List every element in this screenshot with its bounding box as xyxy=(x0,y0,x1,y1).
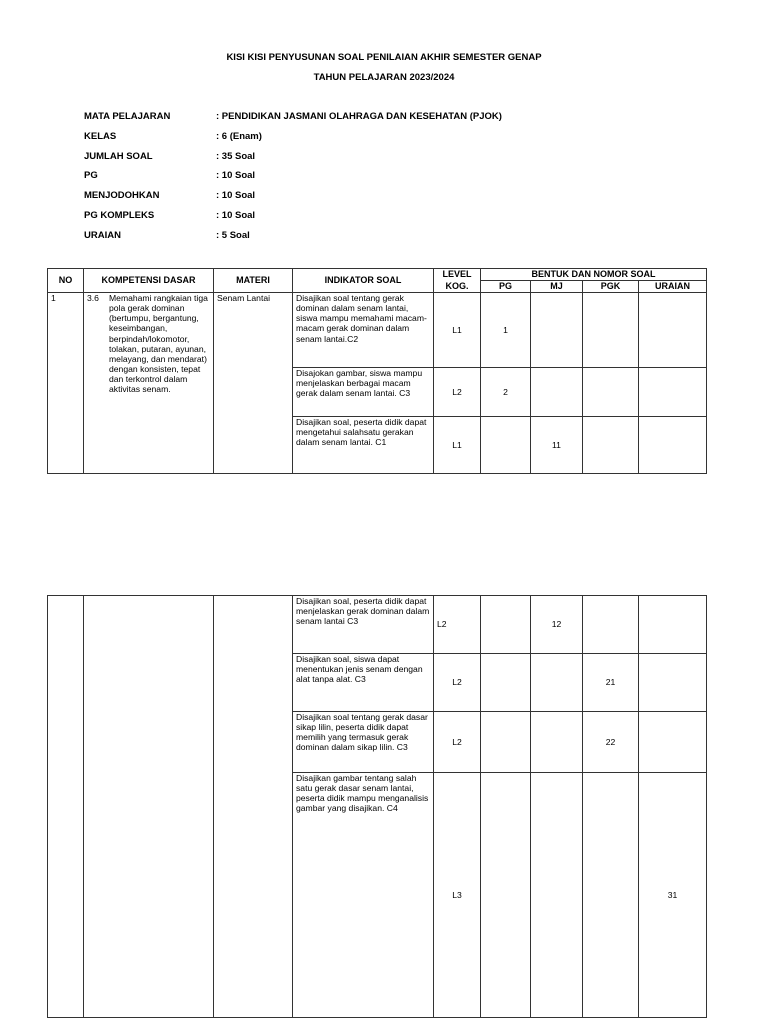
info-row-uraian xyxy=(84,230,250,241)
kd-text: Memahami rangkaian tiga pola gerak dominan (bertumpu, bergantung, keseimbangan, berpindah/lokomotor, tolakan, putaran, ayunan, melayang, dan mendarat) dengan konsisten, tepat dan terkontrol dalam aktivitas senam. xyxy=(109,293,208,395)
cell-level: L2 xyxy=(434,368,481,417)
cell-uraian xyxy=(639,417,707,474)
cell-pgk xyxy=(583,293,639,368)
header-mj: MJ xyxy=(531,281,583,293)
cell-pgk xyxy=(583,773,639,1018)
info-row-jumlah-soal xyxy=(84,151,255,162)
cell-indikator: Disajikan soal tentang gerak dominan dalam senam lantai, siswa mampu memahami macam-macam gerak dominan dalam senam lantai.C2 xyxy=(293,293,434,368)
info-label: PG KOMPLEKS xyxy=(84,210,155,221)
cell-no: 1 xyxy=(48,293,84,474)
table-row xyxy=(48,293,707,368)
cell-indikator: Disajikan gambar tentang salah satu gerak dasar senam lantai, peserta didik mampu menganalisis gambar yang disajikan. C4 xyxy=(293,773,434,1018)
cell-uraian xyxy=(639,368,707,417)
info-row-menjodohkan xyxy=(84,190,255,201)
cell-mj xyxy=(531,712,583,773)
cell-pgk: 21 xyxy=(583,654,639,712)
info-value: : 10 Soal xyxy=(216,170,256,181)
kd-content xyxy=(87,293,210,394)
info-value: : PENDIDIKAN JASMANI OLAHRAGA DAN KESEHATAN (PJOK) xyxy=(216,111,502,122)
cell-level: L1 xyxy=(434,293,481,368)
cell-pgk xyxy=(583,417,639,474)
cell-mj xyxy=(531,773,583,1018)
cell-pg xyxy=(481,417,531,474)
info-value: : 5 Soal xyxy=(216,230,250,241)
cell-pg: 2 xyxy=(481,368,531,417)
cell-mj: 11 xyxy=(531,417,583,474)
cell-pg xyxy=(481,712,531,773)
cell-uraian: 31 xyxy=(639,773,707,1018)
cell-indikator: Disajikan soal, peserta didik dapat mengetahui salahsatu gerakan dalam senam lantai. C1 xyxy=(293,417,434,474)
cell-kompetensi-dasar-empty xyxy=(84,596,214,1018)
info-label: MATA PELAJARAN xyxy=(84,111,171,122)
header-uraian: URAIAN xyxy=(639,281,707,293)
info-label: KELAS xyxy=(84,131,117,142)
cell-indikator: Disajikan soal tentang gerak dasar sikap lilin, peserta didik dapat memilih yang termasuk gerak dominan dalam sikap lilin. C3 xyxy=(293,712,434,773)
cell-materi-empty xyxy=(214,596,293,1018)
header-bentuk-dan-nomor-soal: BENTUK DAN NOMOR SOAL xyxy=(481,269,707,281)
cell-indikator: Disajokan gambar, siswa mampu menjelaskan berbagai macam gerak dalam senam lantai. C3 xyxy=(293,368,434,417)
header-indikator-soal: INDIKATOR SOAL xyxy=(293,269,434,293)
cell-mj xyxy=(531,368,583,417)
cell-level: L2 xyxy=(434,712,481,773)
cell-mj xyxy=(531,654,583,712)
cell-uraian xyxy=(639,293,707,368)
cell-materi: Senam Lantai xyxy=(214,293,293,474)
info-row-pg-kompleks xyxy=(84,210,255,221)
info-label: PG xyxy=(84,170,98,181)
document-subtitle: TAHUN PELAJARAN 2023/2024 xyxy=(313,72,455,83)
header-pg: PG xyxy=(481,281,531,293)
cell-pgk: 22 xyxy=(583,712,639,773)
info-value: : 6 (Enam) xyxy=(216,131,262,142)
header-no: NO xyxy=(48,269,84,293)
cell-pgk xyxy=(583,368,639,417)
cell-level: L2 xyxy=(434,654,481,712)
cell-uraian xyxy=(639,654,707,712)
info-label: MENJODOHKAN xyxy=(84,190,160,201)
info-row-mata-pelajaran xyxy=(84,111,502,122)
header-kompetensi-dasar: KOMPETENSI DASAR xyxy=(84,269,214,293)
cell-mj: 12 xyxy=(531,596,583,654)
info-label: JUMLAH SOAL xyxy=(84,151,153,162)
cell-pg xyxy=(481,596,531,654)
cell-indikator: Disajikan soal, siswa dapat menentukan jenis senam dengan alat tanpa alat. C3 xyxy=(293,654,434,712)
table-row xyxy=(48,596,707,654)
cell-kompetensi-dasar xyxy=(84,293,214,474)
info-value: : 10 Soal xyxy=(216,210,256,221)
info-label: URAIAN xyxy=(84,230,121,241)
kisi-kisi-table-page-1 xyxy=(47,268,707,474)
cell-pg xyxy=(481,654,531,712)
cell-uraian xyxy=(639,596,707,654)
header-materi: MATERI xyxy=(214,269,293,293)
info-row-kelas xyxy=(84,131,262,142)
cell-level: L1 xyxy=(434,417,481,474)
document-title: KISI KISI PENYUSUNAN SOAL PENILAIAN AKHIR SEMESTER GENAP xyxy=(226,52,542,63)
info-value: : 10 Soal xyxy=(216,190,256,201)
info-value: : 35 Soal xyxy=(216,151,256,162)
kd-number: 3.6 xyxy=(87,293,99,303)
cell-level: L3 xyxy=(434,773,481,1018)
cell-pg xyxy=(481,773,531,1018)
info-row-pg xyxy=(84,170,255,181)
cell-pg: 1 xyxy=(481,293,531,368)
cell-level: L2 xyxy=(434,596,481,654)
kisi-kisi-table-page-2 xyxy=(47,595,707,1018)
header-level-kog: LEVEL KOG. xyxy=(434,269,481,293)
cell-no-empty xyxy=(48,596,84,1018)
cell-uraian xyxy=(639,712,707,773)
cell-indikator: Disajikan soal, peserta didik dapat menjelaskan gerak dominan dalam senam lantai C3 xyxy=(293,596,434,654)
cell-mj xyxy=(531,293,583,368)
cell-pgk xyxy=(583,596,639,654)
header-pgk: PGK xyxy=(583,281,639,293)
